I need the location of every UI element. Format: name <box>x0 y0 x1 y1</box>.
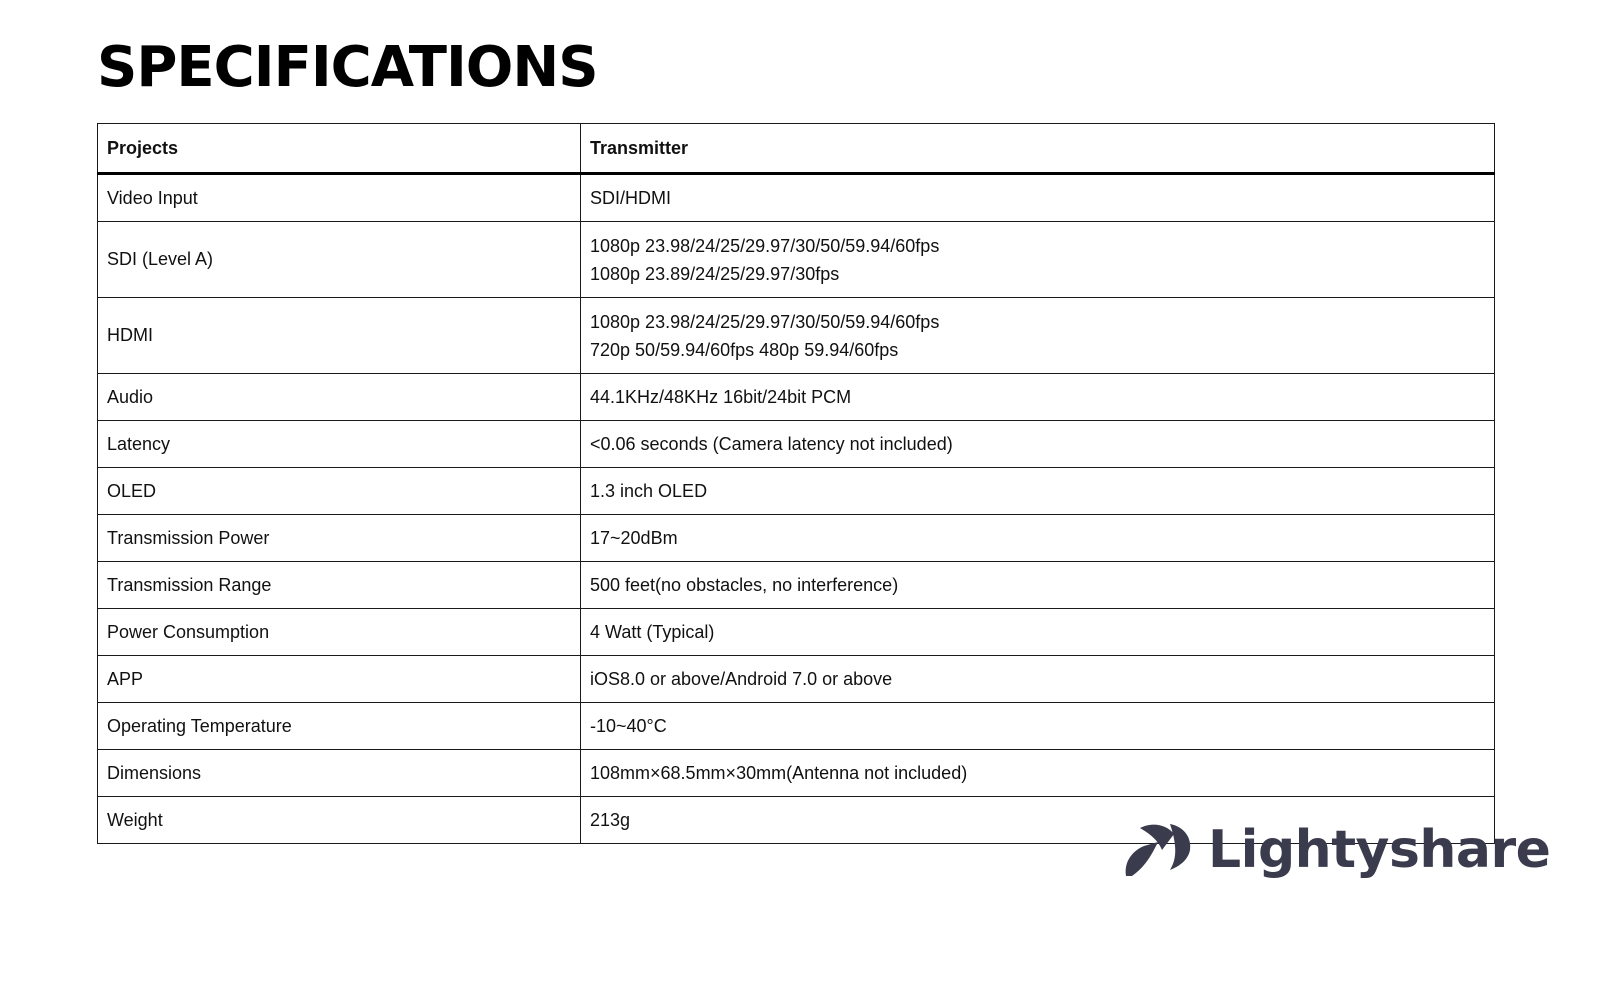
spec-value-line: 17~20dBm <box>590 528 678 548</box>
table-header-row <box>98 124 1495 174</box>
spec-label: HDMI <box>98 298 581 374</box>
table-row <box>98 174 1495 222</box>
spec-value-line: 500 feet(no obstacles, no interference) <box>590 575 899 595</box>
spec-value-line: 1080p 23.98/24/25/29.97/30/50/59.94/60fps <box>590 235 940 256</box>
spec-label: APP <box>98 656 581 703</box>
table-row <box>98 298 1495 374</box>
table-row <box>98 656 1495 703</box>
spec-value <box>581 174 1495 222</box>
table-row <box>98 222 1495 298</box>
table-row <box>98 609 1495 656</box>
table-row <box>98 515 1495 562</box>
spec-value-line: -10~40°C <box>590 716 667 736</box>
spec-value-line: 44.1KHz/48KHz 16bit/24bit PCM <box>590 387 852 407</box>
spec-label: Operating Temperature <box>98 703 581 750</box>
table-row <box>98 468 1495 515</box>
spec-value-line: 1080p 23.98/24/25/29.97/30/50/59.94/60fps <box>590 311 940 332</box>
table-body <box>98 174 1495 844</box>
spec-value-line: 720p 50/59.94/60fps 480p 59.94/60fps <box>590 339 899 360</box>
spec-label: Video Input <box>98 174 581 222</box>
spec-label: SDI (Level A) <box>98 222 581 298</box>
spec-label: Dimensions <box>98 750 581 797</box>
spec-value <box>581 750 1495 797</box>
spec-value-line: SDI/HDMI <box>590 188 671 208</box>
spec-value-line: 108mm×68.5mm×30mm(Antenna not included) <box>590 763 968 783</box>
lightyshare-logo-icon <box>1122 820 1194 880</box>
spec-value-line: 1.3 inch OLED <box>590 481 708 501</box>
spec-value-line: <0.06 seconds (Camera latency not included) <box>590 434 953 454</box>
column-header-transmitter: Transmitter <box>581 124 1495 174</box>
spec-label: Transmission Power <box>98 515 581 562</box>
spec-label: Audio <box>98 374 581 421</box>
spec-label: OLED <box>98 468 581 515</box>
spec-value <box>581 609 1495 656</box>
table-row <box>98 374 1495 421</box>
table-row <box>98 421 1495 468</box>
spec-value-line: iOS8.0 or above/Android 7.0 or above <box>590 669 893 689</box>
spec-label: Transmission Range <box>98 562 581 609</box>
spec-label: Weight <box>98 797 581 844</box>
spec-value <box>581 421 1495 468</box>
spec-value <box>581 374 1495 421</box>
spec-value-line: 1080p 23.89/24/25/29.97/30fps <box>590 263 840 284</box>
table-row <box>98 703 1495 750</box>
spec-value <box>581 468 1495 515</box>
spec-label: Latency <box>98 421 581 468</box>
spec-table <box>97 123 1495 844</box>
lightyshare-watermark <box>1122 818 1550 882</box>
column-header-projects: Projects <box>98 124 581 174</box>
spec-value <box>581 562 1495 609</box>
spec-value <box>581 703 1495 750</box>
spec-value <box>581 298 1495 374</box>
spec-value <box>581 656 1495 703</box>
watermark-text: Lightyshare <box>1208 820 1551 880</box>
spec-value <box>581 515 1495 562</box>
page-title: SPECIFICATIONS <box>97 35 598 100</box>
spec-value-line: 213g <box>590 810 631 830</box>
table-row <box>98 750 1495 797</box>
spec-label: Power Consumption <box>98 609 581 656</box>
spec-value <box>581 222 1495 298</box>
table-row <box>98 562 1495 609</box>
spec-value-line: 4 Watt (Typical) <box>590 622 715 642</box>
